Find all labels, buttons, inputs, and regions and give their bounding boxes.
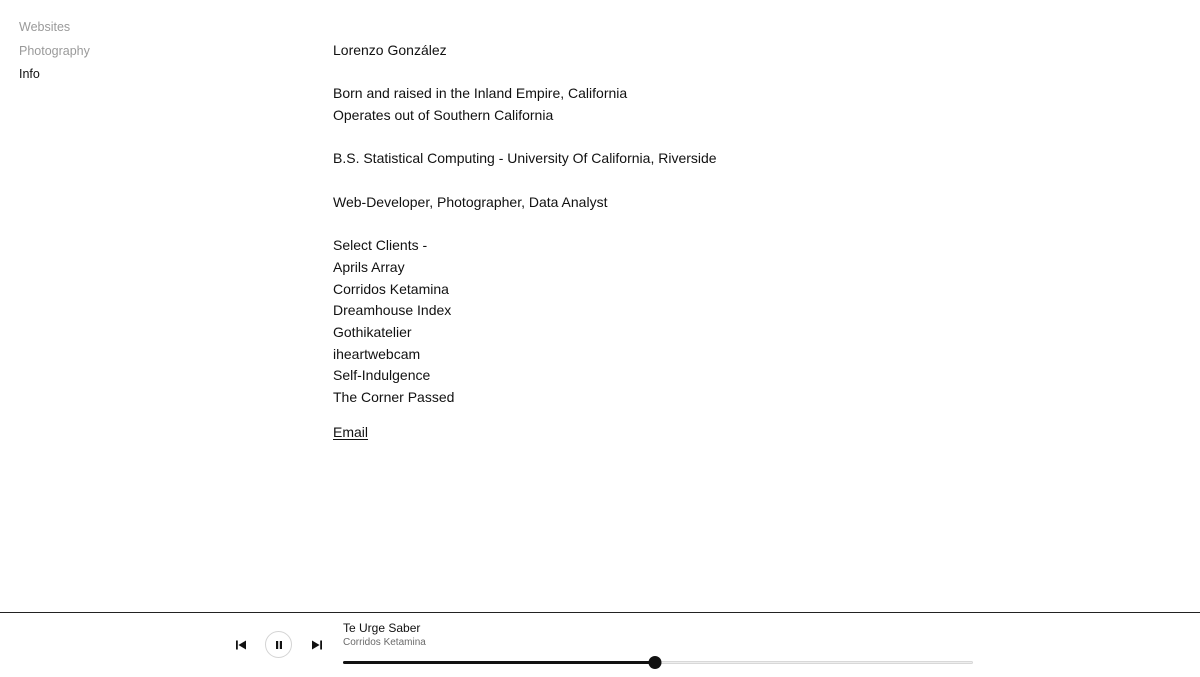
roles: Web-Developer, Photographer, Data Analyst	[333, 193, 608, 210]
site-nav	[19, 16, 219, 87]
track-artist: Corridos Ketamina	[343, 637, 426, 648]
info-content	[333, 40, 1093, 444]
pause-icon	[274, 640, 284, 650]
progress-fill	[343, 661, 655, 664]
education: B.S. Statistical Computing - University Of California, Riverside	[333, 150, 717, 167]
client-item: Dreamhouse Index	[333, 302, 452, 319]
previous-track-button[interactable]	[233, 637, 249, 653]
spacer	[333, 214, 1093, 236]
progress-slider[interactable]	[343, 656, 973, 670]
pause-button[interactable]	[265, 631, 292, 658]
client-item: Aprils Array	[333, 258, 405, 275]
artist-name: Lorenzo González	[333, 42, 447, 58]
client-item: iheartwebcam	[333, 345, 421, 362]
email-link[interactable]: Email	[333, 423, 369, 440]
spacer	[333, 127, 1093, 149]
nav-item-info[interactable]: Info	[19, 67, 40, 81]
client-item: Gothikatelier	[333, 324, 412, 341]
spacer	[333, 62, 1093, 84]
audio-player	[0, 612, 1200, 677]
client-item: Self-Indulgence	[333, 367, 431, 384]
skip-previous-icon	[235, 640, 247, 650]
bio-location: Operates out of Southern California	[333, 107, 554, 124]
client-item: Corridos Ketamina	[333, 280, 449, 297]
nav-item-websites[interactable]: Websites	[19, 20, 71, 34]
track-title: Te Urge Saber	[343, 621, 421, 635]
progress-thumb[interactable]	[648, 656, 661, 669]
skip-next-icon	[311, 640, 323, 650]
client-item: The Corner Passed	[333, 389, 455, 406]
clients-list	[333, 257, 1093, 409]
nav-item-photography[interactable]: Photography	[19, 43, 90, 58]
spacer	[333, 170, 1093, 192]
clients-heading: Select Clients -	[333, 237, 428, 254]
bio-origin: Born and raised in the Inland Empire, California	[333, 85, 628, 102]
next-track-button[interactable]	[309, 637, 325, 653]
